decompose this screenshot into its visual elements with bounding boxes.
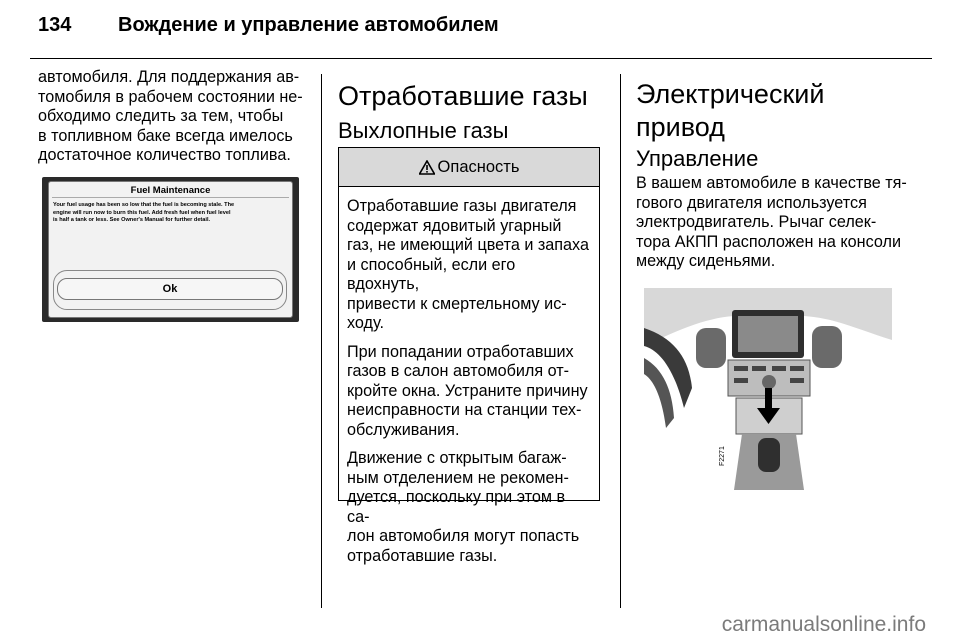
- fuel-screen-message: [53, 202, 289, 225]
- subheading-exhaust-gases: Выхлопные газы: [338, 118, 509, 143]
- subheading-control: Управление: [636, 146, 759, 171]
- page-number: 134: [38, 14, 72, 36]
- text-line: дуется, поскольку при этом в са-: [347, 488, 566, 526]
- danger-paragraph: [347, 197, 591, 334]
- heading-line: привод: [636, 112, 725, 142]
- text-line: При попадании отработавших: [347, 342, 574, 361]
- column-divider-1: [321, 74, 322, 608]
- text-line: томобиля в рабочем состоянии не-: [38, 87, 303, 106]
- text-line: между сиденьями.: [636, 252, 776, 270]
- fuel-message-line: is half a tank or less. See Owner's Manual for further detail.: [53, 217, 211, 223]
- text-line: тора АКПП расположен на консоли: [636, 232, 902, 251]
- header-rule: [30, 58, 932, 59]
- text-line: привести к смертельному ис-: [347, 294, 567, 313]
- center-console-illustration: [644, 288, 892, 490]
- text-line: газов в салон автомобиля от-: [347, 362, 570, 380]
- section-heading-exhaust: Отработавшие газы: [338, 81, 588, 111]
- fuel-maintenance-screen: [48, 181, 293, 318]
- fuel-screen-divider: [52, 197, 289, 198]
- column-divider-2: [620, 74, 621, 608]
- section-heading-electric-drive: [636, 78, 824, 144]
- text-line: автомобиля. Для поддержания ав-: [38, 68, 300, 86]
- left-air-vent: [696, 328, 726, 368]
- fuel-screen-title: Fuel Maintenance: [130, 185, 211, 196]
- text-line: содержат ядовитый угарный: [347, 216, 562, 235]
- text-line: электродвигатель. Рычаг селек-: [636, 213, 877, 231]
- text-line: отработавшие газы.: [347, 546, 498, 565]
- danger-text: [339, 187, 599, 566]
- text-line: обслуживания.: [347, 420, 460, 439]
- fuel-message-line: Your fuel usage has been so low that the fuel is becoming stale. The: [53, 202, 235, 208]
- warning-triangle-icon: [419, 160, 435, 175]
- text-line: лон автомобиля могут попасть: [347, 527, 580, 545]
- column-1-paragraph: [38, 68, 313, 166]
- image-code: F2271: [719, 446, 726, 466]
- heading-line: Электрический: [636, 79, 825, 109]
- text-line: В вашем автомобиле в качестве тя-: [636, 174, 907, 192]
- text-line: кройте окна. Устраните причину: [347, 381, 588, 400]
- text-line: и способный, если его вдохнуть,: [347, 255, 516, 293]
- danger-paragraph: [347, 449, 591, 566]
- danger-box: [338, 147, 600, 565]
- text-line: неисправности на станции тех-: [347, 401, 582, 419]
- gear-selector-lever: [758, 438, 780, 472]
- text-line: ходу.: [347, 314, 384, 332]
- danger-header: [339, 148, 599, 187]
- page-header-title: Вождение и управление автомобилем: [118, 14, 499, 36]
- text-line: обходимо следить за тем, чтобы: [38, 107, 284, 125]
- watermark: carmanualsonline.info: [721, 613, 926, 636]
- text-line: Движение с открытым багаж-: [347, 449, 567, 467]
- fuel-message-line: engine will run now to burn this fuel. Add fresh fuel when fuel level: [53, 209, 231, 216]
- column-3-paragraph: [636, 174, 926, 272]
- right-air-vent: [812, 326, 842, 368]
- text-line: Отработавшие газы двигателя: [347, 197, 577, 215]
- text-line: гового двигателя используется: [636, 193, 867, 212]
- ok-button[interactable]: Ok: [57, 278, 283, 300]
- text-line: достаточное количество топлива.: [38, 146, 291, 164]
- text-line: ным отделением не рекомен-: [347, 468, 569, 487]
- text-line: газ, не имеющий цвета и запаха: [347, 236, 589, 254]
- danger-paragraph: [347, 343, 591, 441]
- text-line: в топливном баке всегда имелось: [38, 126, 293, 145]
- danger-label: Опасность: [437, 157, 520, 176]
- center-display-screen: [738, 316, 798, 352]
